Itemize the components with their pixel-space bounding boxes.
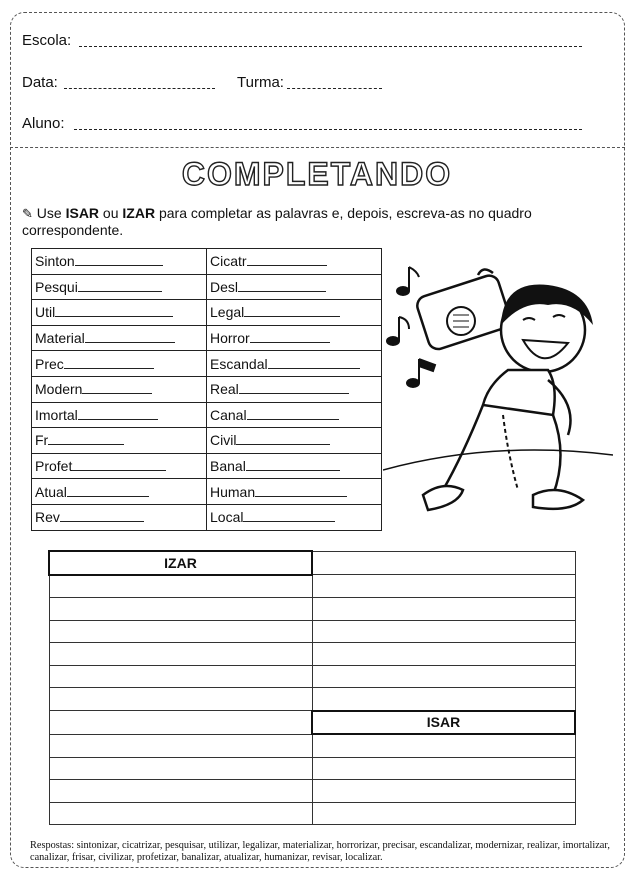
word-stem: Material: [35, 330, 85, 347]
word-table: [31, 248, 382, 531]
word-cell-left[interactable]: [32, 325, 207, 351]
word-cell-left[interactable]: [32, 479, 207, 505]
blank-line[interactable]: [72, 458, 166, 471]
word-stem: Imortal: [35, 406, 78, 423]
word-cell-left[interactable]: [32, 402, 207, 428]
word-stem: Modern: [35, 381, 83, 398]
answer-table: [48, 550, 576, 825]
answer-row: [49, 711, 575, 735]
isar-answer-cell[interactable]: [312, 598, 575, 621]
answer-row: [49, 757, 575, 780]
school-field[interactable]: [79, 46, 582, 47]
isar-answer-cell[interactable]: [312, 643, 575, 666]
answer-row: [49, 665, 575, 688]
blank-line[interactable]: [82, 381, 152, 394]
header-divider: [10, 147, 625, 148]
izar-answer-cell[interactable]: [49, 688, 312, 711]
word-row: [32, 351, 382, 377]
instructions-izar: IZAR: [122, 205, 156, 221]
boy-with-radio-illustration: [383, 255, 613, 530]
word-stem: Fr: [35, 432, 49, 449]
word-cell-right[interactable]: [207, 504, 382, 530]
instructions-suffix: para completar as palavras e, depois, escreva-as no quadro correspondente.: [22, 205, 532, 238]
word-cell-left[interactable]: [32, 428, 207, 454]
word-cell-left[interactable]: [32, 376, 207, 402]
word-cell-left[interactable]: [32, 300, 207, 326]
izar-answer-cell[interactable]: [49, 711, 312, 735]
word-cell-right[interactable]: [207, 274, 382, 300]
page-title-text: COMPLETANDO: [181, 156, 453, 192]
blank-line[interactable]: [64, 356, 154, 369]
word-stem: Desl: [210, 278, 239, 295]
isar-answer-cell[interactable]: [312, 575, 575, 598]
answer-row: [49, 620, 575, 643]
word-stem: Prec: [35, 355, 64, 372]
word-stem: Util: [35, 304, 56, 321]
answer-row: [49, 598, 575, 621]
instructions: [22, 205, 622, 238]
blank-line[interactable]: [60, 509, 144, 522]
blank-line[interactable]: [238, 279, 326, 292]
blank-line[interactable]: [243, 509, 335, 522]
izar-header: IZAR: [49, 551, 312, 575]
blank-line[interactable]: [244, 304, 340, 317]
word-stem: Pesqui: [35, 278, 78, 295]
blank-line[interactable]: [85, 330, 175, 343]
izar-answer-cell[interactable]: [49, 643, 312, 666]
isar-answer-cell[interactable]: [312, 551, 575, 575]
blank-line[interactable]: [67, 484, 149, 497]
izar-answer-cell[interactable]: [49, 620, 312, 643]
word-stem: Banal: [210, 458, 246, 475]
word-stem: Atual: [35, 483, 67, 500]
answer-row: [49, 734, 575, 757]
isar-answer-cell[interactable]: [312, 802, 575, 825]
blank-line[interactable]: [255, 484, 347, 497]
blank-line[interactable]: [247, 407, 339, 420]
word-stem: Rev: [35, 509, 60, 526]
word-cell-right[interactable]: [207, 453, 382, 479]
izar-answer-cell[interactable]: [49, 802, 312, 825]
word-row: [32, 300, 382, 326]
blank-line[interactable]: [78, 279, 162, 292]
word-stem: Legal: [210, 304, 245, 321]
izar-answer-cell[interactable]: [49, 780, 312, 803]
word-row: [32, 479, 382, 505]
class-field[interactable]: [287, 88, 382, 89]
word-row: [32, 428, 382, 454]
word-stem: Human: [210, 483, 256, 500]
word-cell-left[interactable]: [32, 249, 207, 275]
instructions-prefix: Use: [36, 205, 66, 221]
blank-line[interactable]: [268, 356, 360, 369]
blank-line[interactable]: [246, 458, 340, 471]
word-cell-right[interactable]: [207, 249, 382, 275]
word-cell-right[interactable]: [207, 300, 382, 326]
date-field[interactable]: [64, 88, 215, 89]
answer-row: [49, 802, 575, 825]
word-stem: Cicatr: [210, 253, 247, 270]
page-title: [150, 154, 485, 194]
word-row: [32, 504, 382, 530]
answers-footnote: Respostas: sintonizar, cicatrizar, pesquisar, utilizar, legalizar, materializar, horrorizar, precisar, escandalizar, modernizar, realizar, imortalizar, canalizar, frisar, civilizar, profetizar, banalizar, atualizar, humanizar, revisar, localizar.: [30, 840, 610, 863]
isar-answer-cell[interactable]: [312, 780, 575, 803]
word-stem: Escandal: [210, 355, 268, 372]
word-row: [32, 402, 382, 428]
word-cell-right[interactable]: [207, 402, 382, 428]
answer-row: [49, 643, 575, 666]
word-stem: Civil: [210, 432, 237, 449]
isar-answer-cell[interactable]: [312, 620, 575, 643]
blank-line[interactable]: [75, 253, 163, 266]
answer-row: [49, 780, 575, 803]
word-stem: Horror: [210, 330, 250, 347]
blank-line[interactable]: [247, 253, 327, 266]
word-row: [32, 249, 382, 275]
word-stem: Profet: [35, 458, 73, 475]
izar-answer-cell[interactable]: [49, 757, 312, 780]
pencil-icon: ✎: [22, 206, 33, 221]
word-stem: Canal: [210, 406, 247, 423]
izar-answer-cell[interactable]: [49, 598, 312, 621]
word-cell-left[interactable]: [32, 453, 207, 479]
date-label: Data:: [22, 74, 58, 91]
blank-line[interactable]: [78, 407, 158, 420]
word-cell-left[interactable]: [32, 504, 207, 530]
izar-answer-cell[interactable]: [49, 665, 312, 688]
izar-answer-cell[interactable]: [49, 734, 312, 757]
isar-answer-cell[interactable]: [312, 757, 575, 780]
answer-row: [49, 551, 575, 575]
word-row: [32, 274, 382, 300]
class-label: Turma:: [237, 74, 284, 91]
word-stem: Local: [210, 509, 244, 526]
blank-line[interactable]: [48, 432, 124, 445]
blank-line[interactable]: [250, 330, 330, 343]
blank-line[interactable]: [55, 304, 173, 317]
word-row: [32, 453, 382, 479]
student-field[interactable]: [74, 129, 582, 130]
word-cell-right[interactable]: [207, 479, 382, 505]
isar-answer-cell[interactable]: [312, 688, 575, 711]
word-stem: Real: [210, 381, 239, 398]
word-cell-left[interactable]: [32, 351, 207, 377]
word-stem: Sinton: [35, 253, 75, 270]
blank-line[interactable]: [236, 432, 330, 445]
instructions-or: ou: [99, 205, 123, 221]
student-label: Aluno:: [22, 115, 65, 132]
word-row: [32, 376, 382, 402]
izar-answer-cell[interactable]: [49, 575, 312, 598]
isar-answer-cell[interactable]: [312, 665, 575, 688]
word-cell-left[interactable]: [32, 274, 207, 300]
answer-row: [49, 688, 575, 711]
blank-line[interactable]: [239, 381, 349, 394]
isar-answer-cell[interactable]: [312, 734, 575, 757]
answer-row: [49, 575, 575, 598]
word-row: [32, 325, 382, 351]
instructions-isar: ISAR: [65, 205, 100, 221]
word-cell-right[interactable]: [207, 376, 382, 402]
word-cell-right[interactable]: [207, 325, 382, 351]
isar-header: ISAR: [312, 711, 575, 735]
word-cell-right[interactable]: [207, 428, 382, 454]
word-cell-right[interactable]: [207, 351, 382, 377]
school-label: Escola:: [22, 32, 72, 49]
